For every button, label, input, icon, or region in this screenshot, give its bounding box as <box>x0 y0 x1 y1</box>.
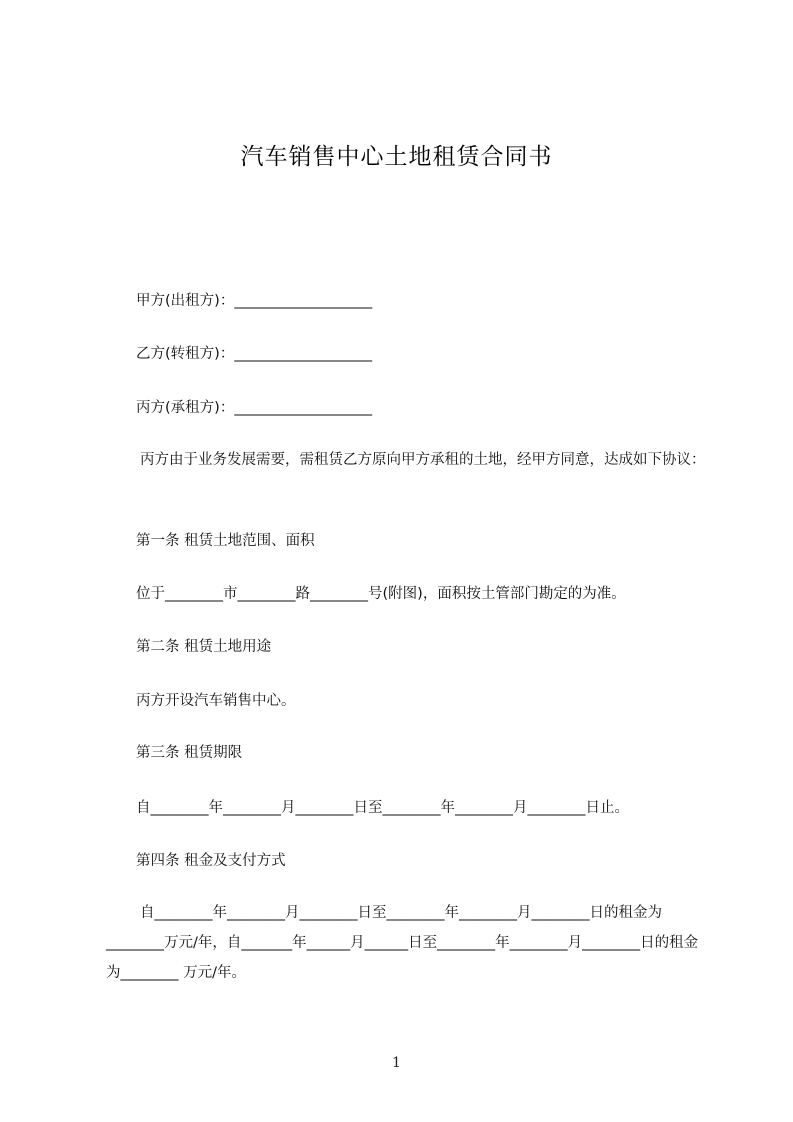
page-number: 1 <box>392 1055 401 1071</box>
intro-text: 丙方由于业务发展需要，需租赁乙方原向甲方承租的土地，经甲方同意，达成如下协议： <box>140 452 706 468</box>
party-a-line: 甲方(出租方)：___________________ <box>136 293 373 309</box>
party-c-line: 丙方(承租方)：___________________ <box>136 400 373 416</box>
article1-body: 位于________市________路________号(附图)，面积按土管部门勘定的为准。 <box>136 586 626 602</box>
article1-heading: 第一条 租赁土地范围、面积 <box>136 533 315 549</box>
article3-heading: 第三条 租赁期限 <box>136 745 243 761</box>
article4-paragraph <box>106 898 706 988</box>
article4-body: 自________年________月________日至________年________月________日的租金为________万元/年，自_______年______月______日至________年________月________日的租金为________ 万元/年。 <box>106 905 699 981</box>
article2-body: 丙方开设汽车销售中心。 <box>136 693 296 709</box>
article3-body: 自________年________月________日至________年________月________日止。 <box>136 800 629 816</box>
party-b-line: 乙方(转租方)：___________________ <box>136 346 373 362</box>
intro-paragraph <box>106 445 706 475</box>
article2-heading: 第二条 租赁土地用途 <box>136 639 272 655</box>
article4-heading: 第四条 租金及支付方式 <box>136 853 286 869</box>
document-title: 汽车销售中心土地租赁合同书 <box>240 144 553 170</box>
